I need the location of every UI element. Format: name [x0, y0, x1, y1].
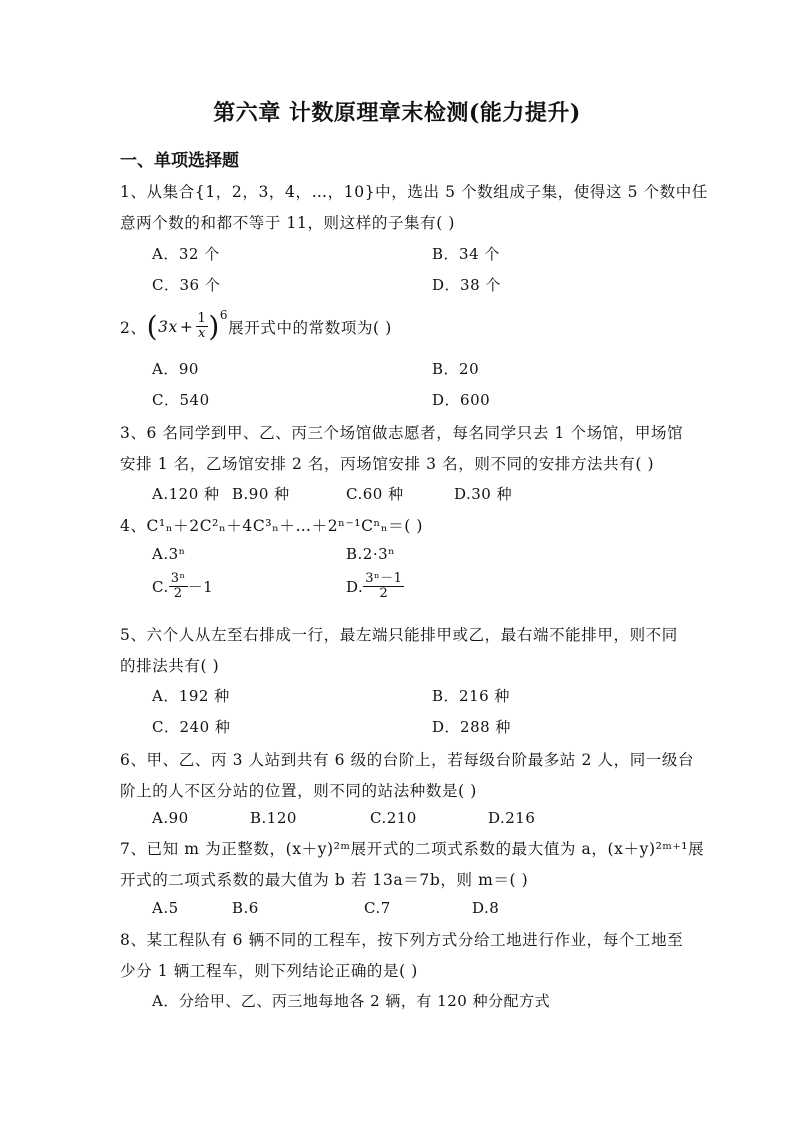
q2-stem [120, 310, 392, 343]
q2-right-paren: ) [208, 310, 220, 343]
q3-option-c: C.60 种 [346, 485, 404, 503]
q7-stem-line2: 开式的二项式系数的最大值为 b 若 13a＝7b，则 m＝( ) [120, 871, 529, 889]
q6-option-c: C.210 [370, 809, 417, 827]
q2-frac-num: 1 [197, 311, 207, 326]
q4-c-suffix: －1 [187, 578, 214, 596]
q5-stem-line1: 5、六个人从左至右排成一行，最左端只能排甲或乙，最右端不能排甲，则不同 [120, 626, 678, 644]
q4-d-fraction [363, 572, 404, 601]
q4-option-a: A.3ⁿ [152, 545, 186, 563]
q8-stem-line1: 8、某工程队有 6 辆不同的工程车，按下列方式分给工地进行作业，每个工地至 [120, 931, 684, 949]
q2-option-a: A．90 [152, 360, 199, 378]
q4-option-b: B.2·3ⁿ [346, 545, 396, 563]
q7-option-d: D.8 [472, 899, 500, 917]
q2-exponent: 6 [219, 308, 229, 322]
q4-c-num: 3ⁿ [170, 571, 186, 586]
q1-option-b: B．34 个 [432, 245, 500, 263]
q7-stem-line1: 7、已知 m 为正整数，(x＋y)²ᵐ展开式的二项式系数的最大值为 a，(x＋y)²ᵐ⁺¹展 [120, 840, 705, 858]
q6-stem-line2: 阶上的人不区分站的位置，则不同的站法种数是( ) [120, 782, 477, 800]
q3-stem-line2: 安排 1 名，乙场馆安排 2 名，丙场馆安排 3 名，则不同的安排方法共有( ) [120, 455, 655, 473]
q5-option-d: D．288 种 [432, 718, 511, 736]
q4-d-prefix: D. [346, 577, 364, 596]
q3-stem-line1: 3、6 名同学到甲、乙、丙三个场馆做志愿者，每名同学只去 1 个场馆，甲场馆 [120, 424, 684, 442]
q1-option-c: C．36 个 [152, 276, 221, 294]
q8-stem-line2: 少分 1 辆工程车，则下列结论正确的是( ) [120, 962, 418, 980]
q7-option-b: B.6 [232, 899, 259, 917]
q6-option-d: D.216 [488, 809, 536, 827]
q3-option-d: D.30 种 [454, 485, 513, 503]
q2-plus: + [179, 317, 194, 336]
q4-option-d [346, 572, 404, 601]
q4-stem: 4、C¹ₙ＋2C²ₙ＋4C³ₙ＋…＋2ⁿ⁻¹Cⁿₙ＝( ) [120, 517, 424, 535]
q8-option-a: A．分给甲、乙、丙三地每地各 2 辆，有 120 种分配方式 [152, 992, 551, 1010]
q2-prefix: 2、 [120, 318, 147, 337]
q1-option-d: D．38 个 [432, 276, 501, 294]
q1-stem-line1: 1、从集合{1，2，3，4，…，10}中，选出 5 个数组成子集，使得这 5 个数中任 [120, 183, 708, 201]
q4-option-c [152, 572, 213, 601]
q2-frac-den: x [197, 326, 206, 341]
q2-left-paren: ( [146, 310, 159, 343]
q6-stem-line1: 6、甲、乙、丙 3 人站到共有 6 级的台阶上，若每级台阶最多站 2 人，同一级台 [120, 751, 695, 769]
q4-d-den: 2 [379, 586, 389, 601]
q5-stem-line2: 的排法共有( ) [120, 657, 220, 675]
q2-option-c: C．540 [152, 391, 210, 409]
q7-option-a: A.5 [152, 899, 179, 917]
q2-text: 展开式中的常数项为( ) [228, 318, 392, 337]
q5-option-b: B．216 种 [432, 687, 510, 705]
q2-coef: 3x [158, 317, 178, 336]
q6-option-b: B.120 [250, 809, 297, 827]
q1-option-a: A．32 个 [152, 245, 220, 263]
q4-c-fraction [169, 572, 188, 601]
q2-option-b: B．20 [432, 360, 480, 378]
page-title: 第六章 计数原理章末检测(能力提升) [213, 100, 581, 126]
q3-option-b: B.90 种 [232, 485, 290, 503]
q5-option-a: A．192 种 [152, 687, 230, 705]
q4-c-prefix: C. [152, 577, 169, 596]
q2-fraction [196, 312, 209, 341]
q3-option-a: A.120 种 [152, 485, 220, 503]
q2-option-d: D．600 [432, 391, 491, 409]
q4-c-den: 2 [173, 586, 183, 601]
q4-d-num: 3ⁿ－1 [365, 571, 403, 586]
q1-stem-line2: 意两个数的和都不等于 11，则这样的子集有( ) [120, 214, 456, 232]
q7-option-c: C.7 [364, 899, 391, 917]
section-heading: 一、单项选择题 [120, 151, 239, 171]
q6-option-a: A.90 [152, 809, 189, 827]
q5-option-c: C．240 种 [152, 718, 231, 736]
